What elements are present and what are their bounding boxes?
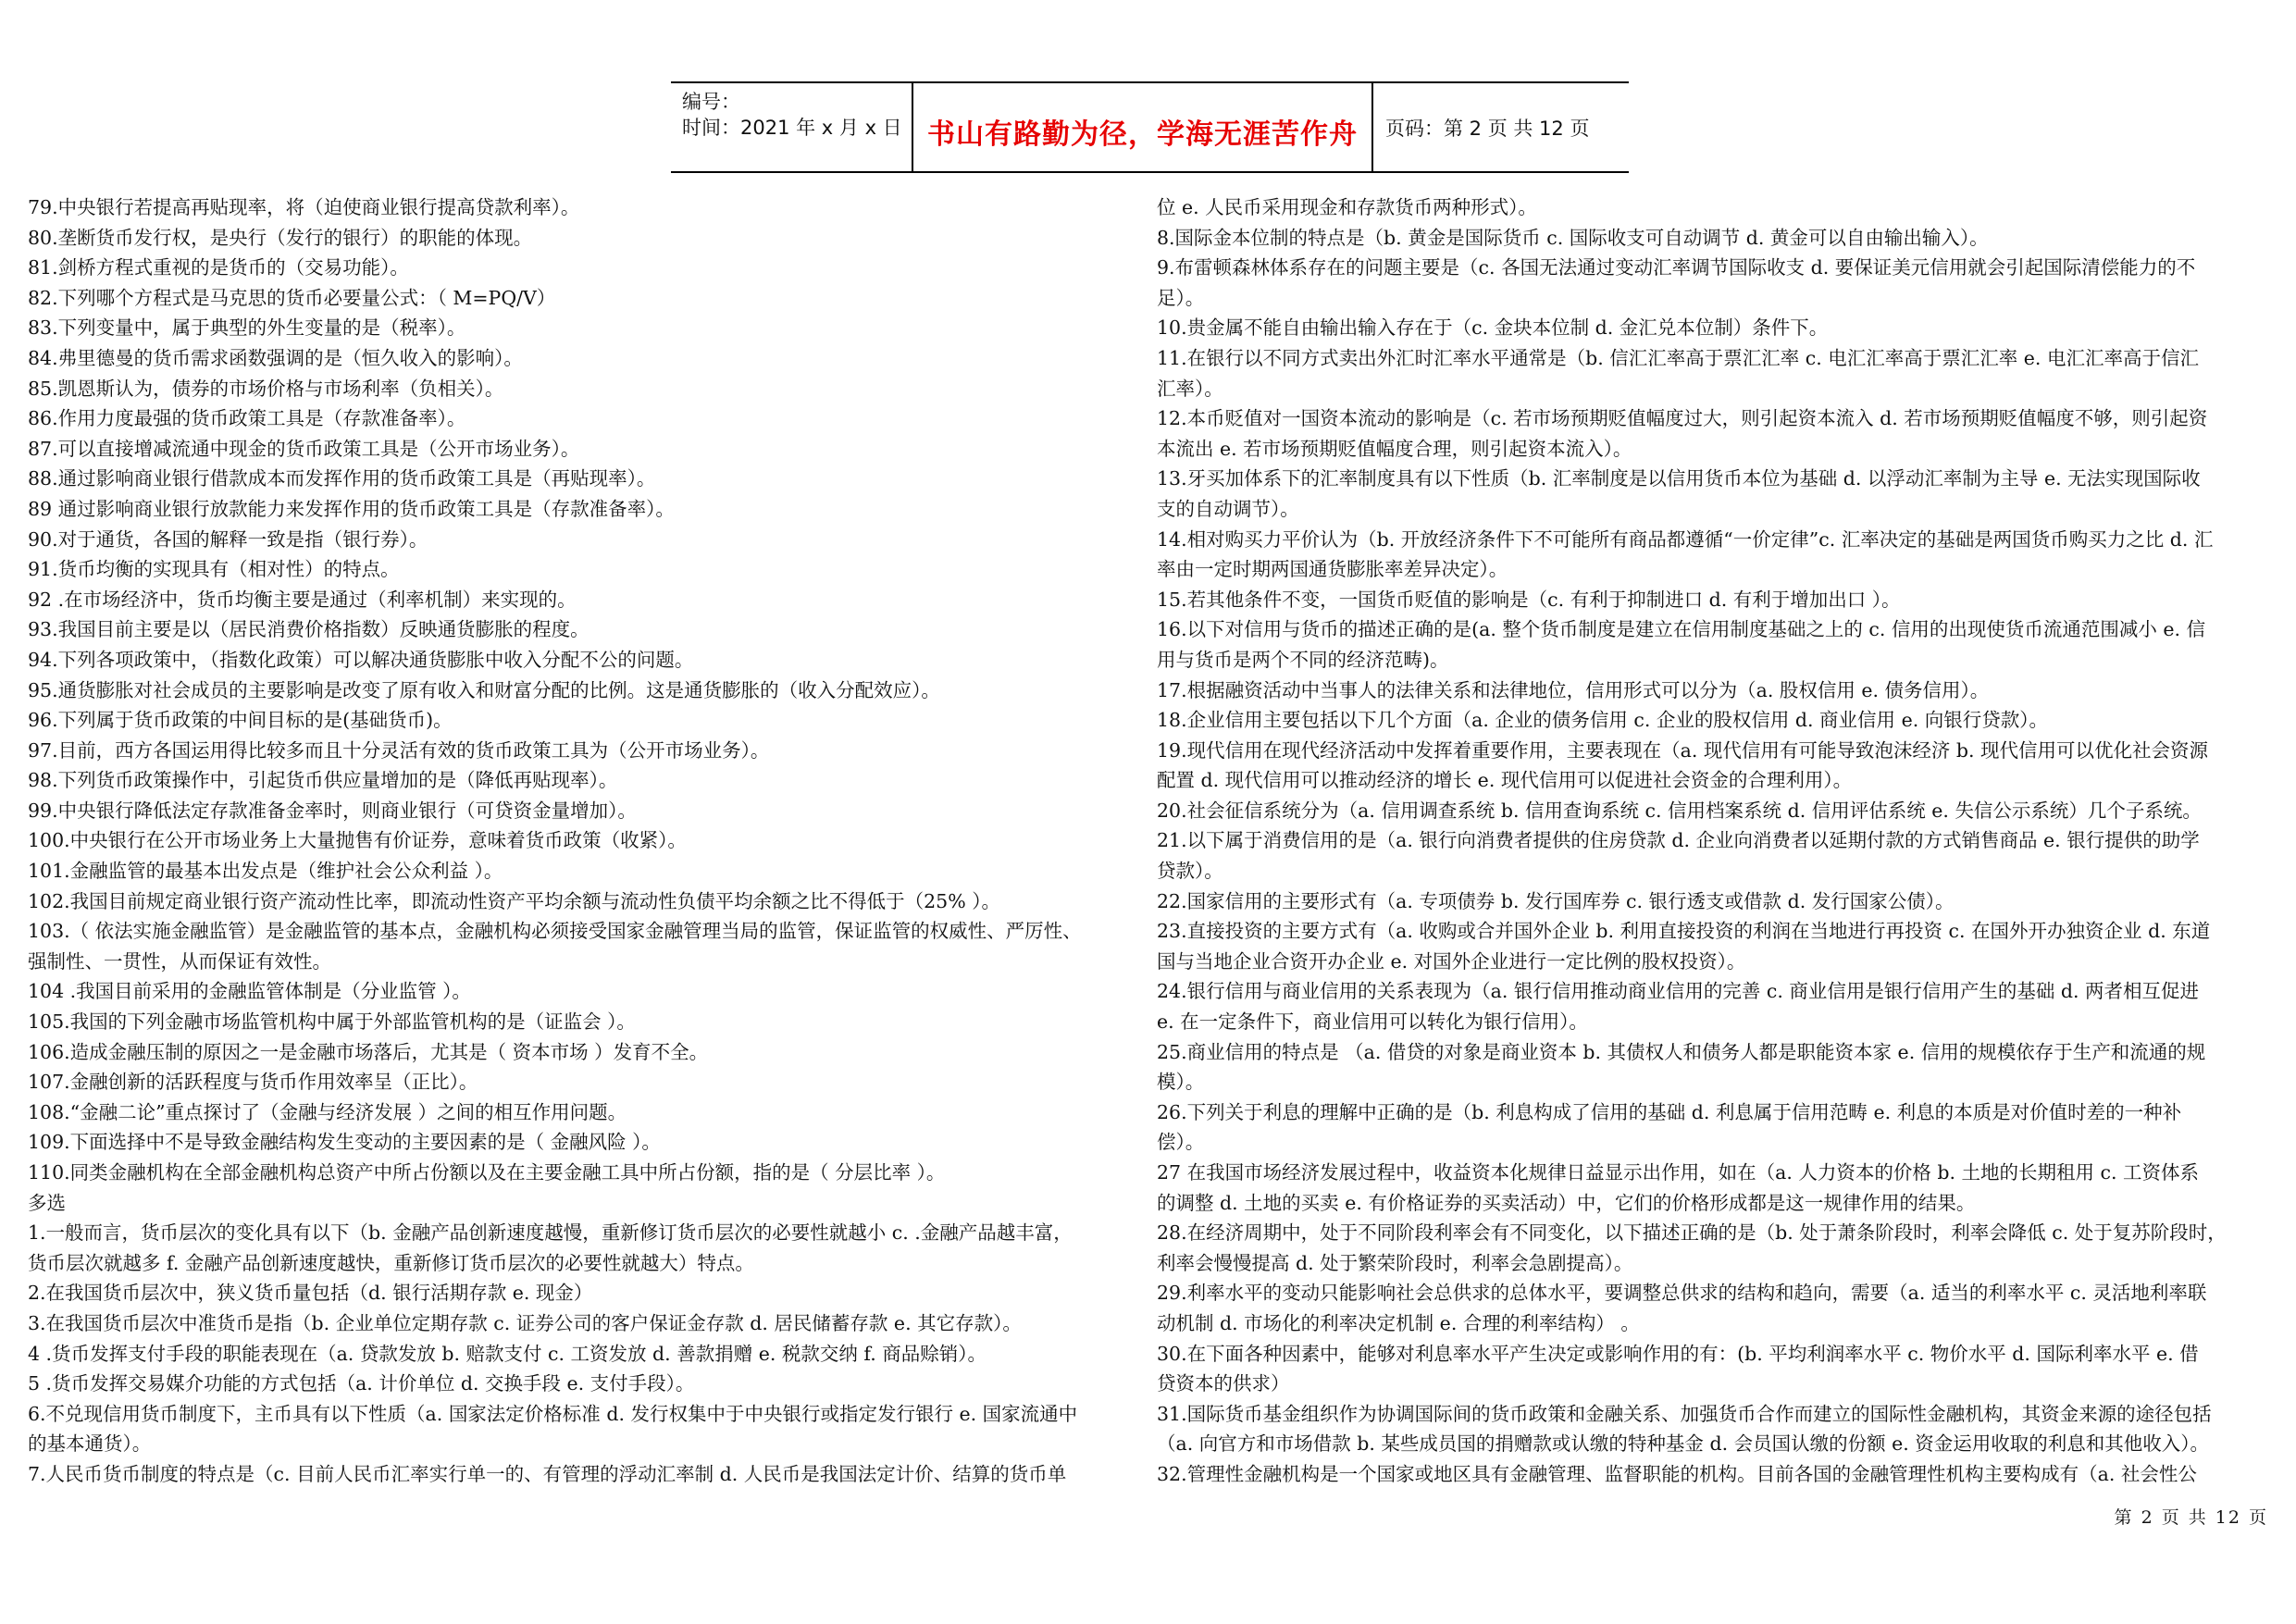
text-line: 103.（ 依法实施金融监管）是金融监管的基本点，金融机构必须接受国家金融管理当局的监管，保证监管的权威性、严厉性、 xyxy=(28,920,1082,943)
text-line: 利率会慢慢提高 d. 处于繁荣阶段时，利率会急剧提高）。 xyxy=(1157,1251,1633,1274)
text-line: 10.贵金属不能自由输出输入存在于（c. 金块本位制 d. 金汇兑本位制）条件下。 xyxy=(1157,316,1829,340)
text-line: 率由一定时期两国通货膨胀率差异决定）。 xyxy=(1157,558,1508,581)
text-line: 80.垄断货币发行权，是央行（发行的银行）的职能的体现。 xyxy=(28,226,533,249)
text-line: 85.凯恩斯认为，债券的市场价格与市场利率（负相关）。 xyxy=(28,377,504,400)
text-line: 87.可以直接增减流通中现金的货币政策工具是（公开市场业务）。 xyxy=(28,437,580,460)
text-line: 支的自动调节）。 xyxy=(1157,497,1299,520)
text-line: 100.中央银行在公开市场业务上大量抛售有价证券，意味着货币政策（收紧）。 xyxy=(28,829,687,852)
text-line: 88.通过影响商业银行借款成本而发挥作用的货币政策工具是（再贴现率）。 xyxy=(28,467,656,490)
text-line: 107.金融创新的活跃程度与货币作用效率呈（正比）。 xyxy=(28,1071,478,1094)
text-line: 106.造成金融压制的原因之一是金融市场落后，尤其是（ 资本市场 ）发育不全。 xyxy=(28,1040,709,1063)
text-line: 偿）。 xyxy=(1157,1131,1205,1154)
text-line: 5 .货币发挥交易媒介功能的方式包括（a. 计价单位 d. 交换手段 e. 支付手段）。 xyxy=(28,1372,695,1395)
text-line: 25.商业信用的特点是 （a. 借贷的对象是商业资本 b. 其债权人和债务人都是职能资本家 e. 信用的规模依存于生产和流通的规 xyxy=(1157,1040,2206,1063)
text-line: 用与货币是两个不同的经济范畴)。 xyxy=(1157,648,1449,671)
text-line: 18.企业信用主要包括以下几个方面（a. 企业的债务信用 c. 企业的股权信用 d. 商业信用 e. 向银行贷款）。 xyxy=(1157,709,2048,732)
text-line: 16.以下对信用与货币的描述正确的是(a. 整个货币制度是建立在信用制度基础之上的 c. 信用的出现使货币流通范围减小 e. 信 xyxy=(1157,618,2206,641)
text-line: 30.在下面各种因素中，能够对利息率水平产生决定或影响作用的有：(b. 平均利润率水平 c. 物价水平 d. 国际利率水平 e. 借 xyxy=(1157,1342,2199,1365)
text-line: 3.在我国货币层次中准货币是指（b. 企业单位定期存款 c. 证券公司的客户保证金存款 d. 居民储蓄存款 e. 其它存款）。 xyxy=(28,1311,1022,1334)
text-line: 9.布雷顿森林体系存在的问题主要是（c. 各国无法通过变动汇率调节国际收支 d. 要保证美元信用就会引起国际清偿能力的不 xyxy=(1157,256,2196,279)
text-line: 109.下面选择中不是导致金融结构发生变动的主要因素的是（ 金融风险 ）。 xyxy=(28,1131,661,1154)
text-line: 本流出 e. 若市场预期贬值幅度合理，则引起资本流入）。 xyxy=(1157,437,1632,460)
motto: 书山有路勤为径，学海无涯苦作舟 xyxy=(927,118,1358,151)
text-line: 104 .我国目前采用的金融监管体制是（分业监管 ）。 xyxy=(28,980,471,1003)
number-label: 编号： xyxy=(682,91,740,113)
text-line: 配置 d. 现代信用可以推动经济的增长 e. 现代信用可以促进社会资金的合理利用）。 xyxy=(1157,769,1853,792)
text-line: 91.货币均衡的实现具有（相对性）的特点。 xyxy=(28,558,400,581)
text-line: 20.社会征信系统分为（a. 信用调查系统 b. 信用查询系统 c. 信用档案系统 d. 信用评估系统 e. 失信公示系统）几个子系统。 xyxy=(1157,799,2202,822)
text-line: 位 e. 人民币采用现金和存款货币两种形式）。 xyxy=(1157,196,1537,218)
text-line: 24.银行信用与商业信用的关系表现为（a. 银行信用推动商业信用的完善 c. 商业信用是银行信用产生的基础 d. 两者相互促进 xyxy=(1157,980,2200,1003)
left-column xyxy=(28,192,1152,1490)
text-line: 动机制 d. 市场化的利率决定机制 e. 合理的利率结构） 。 xyxy=(1157,1311,1640,1334)
text-line: 贷资本的供求） xyxy=(1157,1372,1290,1395)
text-line: 12.本币贬值对一国资本流动的影响是（c. 若市场预期贬值幅度过大，则引起资本流入 d. 若市场预期贬值幅度不够，则引起资 xyxy=(1157,407,2208,430)
text-line: 92 .在市场经济中，货币均衡主要是通过（利率机制）来实现的。 xyxy=(28,588,577,611)
document-header xyxy=(671,81,1629,173)
text-line: 14.相对购买力平价认为（b. 开放经济条件下不可能所有商品都遵循“一价定律”c. 汇率决定的基础是两国货币购买力之比 d. 汇 xyxy=(1157,527,2214,551)
text-line: 31.国际货币基金组织作为协调国际间的货币政策和金融关系、加强货币合作而建立的国际性金融机构，其资金来源的途径包括 xyxy=(1157,1402,2212,1425)
text-line: e. 在一定条件下，商业信用可以转化为银行信用）。 xyxy=(1157,1010,1588,1034)
text-line: 105.我国的下列金融市场监管机构中属于外部监管机构的是（证监会 ）。 xyxy=(28,1010,636,1034)
text-line: 82.下列哪个方程式是马克思的货币必要量公式：（ M=PQ/V） xyxy=(28,286,556,309)
text-line: 95.通货膨胀对社会成员的主要影响是改变了原有收入和财富分配的比例。这是通货膨胀的（收入分配效应）。 xyxy=(28,678,940,701)
text-line: 110.同类金融机构在全部金融机构总资产中所占份额以及在主要金融工具中所占份额，指的是（ 分层比率 ）。 xyxy=(28,1161,946,1184)
text-line: 国与当地企业合资开办企业 e. 对国外企业进行一定比例的股权投资）。 xyxy=(1157,949,1746,973)
text-line: 102.我国目前规定商业银行资产流动性比率，即流动性资产平均余额与流动性负债平均余额之比不得低于（25% ）。 xyxy=(28,889,1000,912)
text-line: 22.国家信用的主要形式有（a. 专项债券 b. 发行国库券 c. 银行透支或借款 d. 发行国家公债）。 xyxy=(1157,889,1955,912)
header-page-cell xyxy=(1374,83,1629,171)
text-line: 97.目前，西方各国运用得比较多而且十分灵活有效的货币政策工具为（公开市场业务）。 xyxy=(28,738,770,762)
text-line: 11.在银行以不同方式卖出外汇时汇率水平通常是（b. 信汇汇率高于票汇汇率 c. 电汇汇率高于票汇汇率 e. 电汇汇率高于信汇 xyxy=(1157,346,2199,369)
text-line: 足）。 xyxy=(1157,286,1205,309)
text-line: 货币层次就越多 f. 金融产品创新速度越快，重新修订货币层次的必要性就越大）特点。 xyxy=(28,1251,754,1274)
text-line: 19.现代信用在现代经济活动中发挥着重要作用，主要表现在（a. 现代信用有可能导致泡沫经济 b. 现代信用可以优化社会资源 xyxy=(1157,738,2209,762)
text-line: （a. 向官方和市场借款 b. 某些成员国的捐赠款或认缴的特种基金 d. 会员国认缴的份额 e. 资金运用收取的利息和其他收入）。 xyxy=(1157,1432,2210,1456)
text-line: 的基本通货）。 xyxy=(28,1432,152,1456)
text-line: 15.若其他条件不变，一国货币贬值的影响是（c. 有利于抑制进口 d. 有利于增加出口 ）。 xyxy=(1157,588,1901,611)
text-line: 98.下列货币政策操作中，引起货币供应量增加的是（降低再贴现率）。 xyxy=(28,769,618,792)
right-column xyxy=(1157,192,2272,1490)
text-line: 汇率）。 xyxy=(1157,377,1223,400)
page-label: 页码：第 2 页 共 12 页 xyxy=(1385,118,1590,140)
text-line: 81.剑桥方程式重视的是货币的（交易功能）。 xyxy=(28,256,409,279)
text-line: 26.下列关于利息的理解中正确的是（b. 利息构成了信用的基础 d. 利息属于信用范畴 e. 利息的本质是对价值时差的一种补 xyxy=(1157,1100,2182,1123)
header-motto-cell xyxy=(913,83,1373,171)
text-line: 86.作用力度最强的货币政策工具是（存款准备率）。 xyxy=(28,407,466,430)
time-label: 时间：2021 年 x 月 x 日 xyxy=(682,117,902,139)
text-line: 23.直接投资的主要方式有（a. 收购或合并国外企业 b. 利用直接投资的利润在当地进行再投资 c. 在国外开办独资企业 d. 东道 xyxy=(1157,920,2211,943)
text-line: 的调整 d. 土地的买卖 e. 有价格证券的买卖活动）中，它们的价格形成都是这一规律作用的结果。 xyxy=(1157,1191,1976,1214)
text-line: 13.牙买加体系下的汇率制度具有以下性质（b. 汇率制度是以信用货币本位为基础 d. 以浮动汇率制为主导 e. 无法实现国际收 xyxy=(1157,467,2201,490)
text-line: 83.下列变量中，属于典型的外生变量的是（税率）。 xyxy=(28,316,466,340)
text-line: 1.一般而言，货币层次的变化具有以下（b. 金融产品创新速度越慢，重新修订货币层次的必要性就越小 c. .金融产品越丰富， xyxy=(28,1221,1073,1245)
text-line: 17.根据融资活动中当事人的法律关系和法律地位，信用形式可以分为（a. 股权信用 e. 债务信用）。 xyxy=(1157,678,1990,701)
text-line: 28.在经济周期中，处于不同阶段利率会有不同变化，以下描述正确的是（b. 处于萧条阶段时，利率会降低 c. 处于复苏阶段时， xyxy=(1157,1221,2227,1245)
text-line: 93.我国目前主要是以（居民消费价格指数）反映通货膨胀的程度。 xyxy=(28,618,590,641)
text-line: 贷款）。 xyxy=(1157,860,1223,883)
text-line: 101.金融监管的最基本出发点是（维护社会公众利益 ）。 xyxy=(28,860,503,883)
text-line: 27 在我国市场经济发展过程中，收益资本化规律日益显示出作用，如在（a. 人力资本的价格 b. 土地的长期租用 c. 工资体系 xyxy=(1157,1161,2200,1184)
text-line: 32.管理性金融机构是一个国家或地区具有金融管理、监督职能的机构。目前各国的金融管理性机构主要构成有（a. 社会性公 xyxy=(1157,1462,2197,1485)
text-line: 84.弗里德曼的货币需求函数强调的是（恒久收入的影响）。 xyxy=(28,346,523,369)
text-line: 99.中央银行降低法定存款准备金率时，则商业银行（可贷资金量增加）。 xyxy=(28,799,637,822)
text-line: 多选 xyxy=(28,1191,66,1214)
text-line: 79.中央银行若提高再贴现率，将（迫使商业银行提高贷款利率）。 xyxy=(28,196,580,218)
text-line: 2.在我国货币层次中，狭义货币量包括（d. 银行活期存款 e. 现金） xyxy=(28,1282,593,1305)
text-line: 6.不兑现信用货币制度下，主币具有以下性质（a. 国家法定价格标准 d. 发行权集中于中央银行或指定发行银行 e. 国家流通中 xyxy=(28,1402,1078,1425)
text-line: 94.下列各项政策中，（指数化政策）可以解决通货膨胀中收入分配不公的问题。 xyxy=(28,648,694,671)
text-line: 89 通过影响商业银行放款能力来发挥作用的货币政策工具是（存款准备率）。 xyxy=(28,497,675,520)
text-line: 模）。 xyxy=(1157,1071,1205,1094)
text-line: 4 .货币发挥支付手段的职能表现在（a. 贷款发放 b. 赔款支付 c. 工资发放 d. 善款捐赠 e. 税款交纳 f. 商品赊销）。 xyxy=(28,1342,987,1365)
text-line: 8.国际金本位制的特点是（b. 黄金是国际货币 c. 国际收支可自动调节 d. 黄金可以自由输出输入）。 xyxy=(1157,226,1989,249)
header-info-cell xyxy=(671,83,913,171)
text-line: 29.利率水平的变动只能影响社会总供求的总体水平，要调整总供求的结构和趋向，需要（a. 适当的利率水平 c. 灵活地利率联 xyxy=(1157,1282,2207,1305)
text-line: 强制性、一贯性，从而保证有效性。 xyxy=(28,949,331,973)
text-line: 7.人民币货币制度的特点是（c. 目前人民币汇率实行单一的、有管理的浮动汇率制 d. 人民币是我国法定计价、结算的货币单 xyxy=(28,1462,1067,1485)
text-line: 108.“金融二论”重点探讨了（金融与经济发展 ）之间的相互作用问题。 xyxy=(28,1100,627,1123)
text-line: 90.对于通货，各国的解释一致是指（银行券）。 xyxy=(28,527,428,551)
text-line: 96.下列属于货币政策的中间目标的是(基础货币)。 xyxy=(28,709,453,732)
page-footer: 第 2 页 共 12 页 xyxy=(2114,1507,2268,1528)
text-line: 21.以下属于消费信用的是（a. 银行向消费者提供的住房贷款 d. 企业向消费者以延期付款的方式销售商品 e. 银行提供的助学 xyxy=(1157,829,2200,852)
